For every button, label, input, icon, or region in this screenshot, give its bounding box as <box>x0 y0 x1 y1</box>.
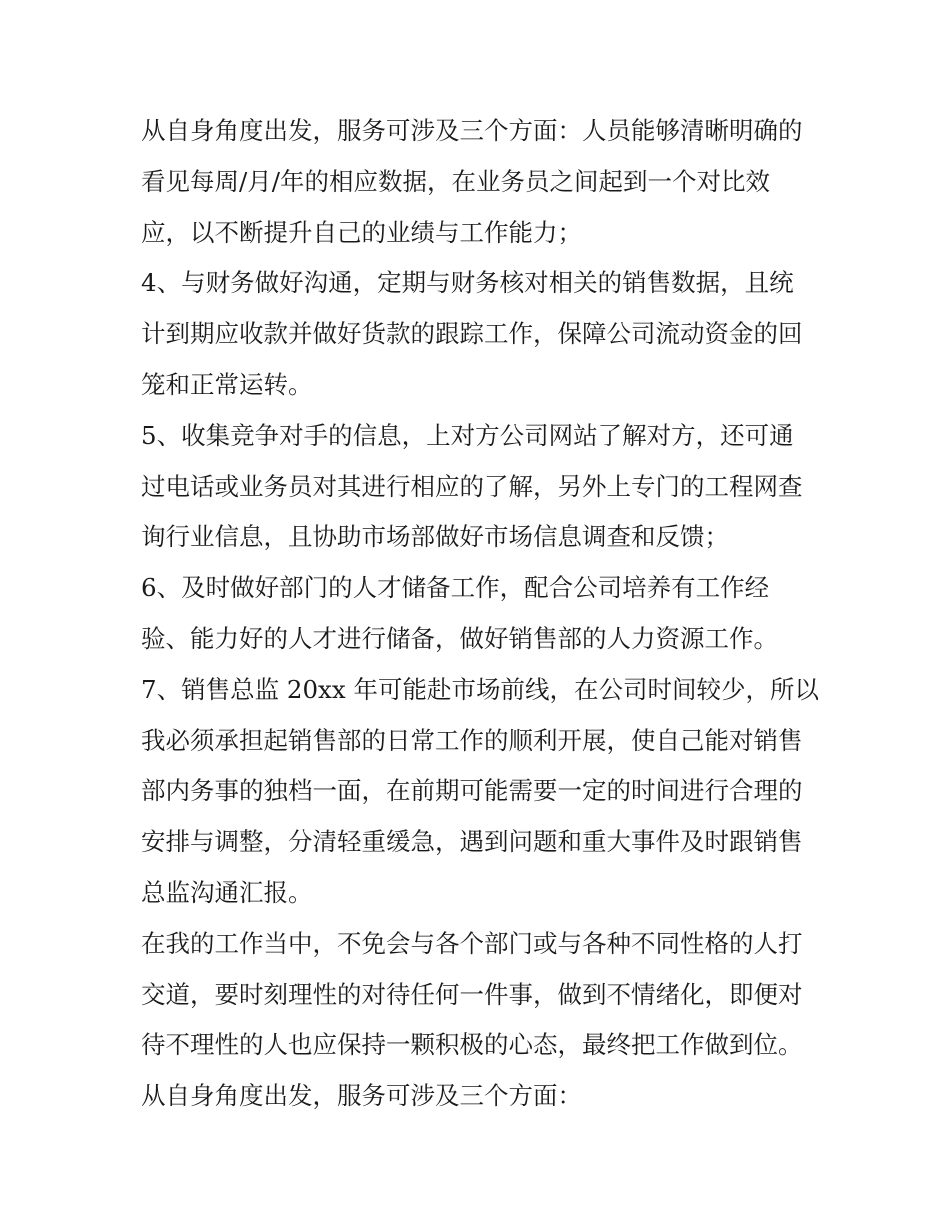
text-line: 交道，要时刻理性的对待任何一件事，做到不情绪化，即便对 <box>141 979 803 1009</box>
text-line: 安排与调整，分清轻重缓急，遇到问题和重大事件及时跟销售 <box>141 827 803 857</box>
paragraph-item-6 <box>141 563 821 665</box>
text-line: 笼和正常运转。 <box>141 369 313 399</box>
text-line: 待不理性的人也应保持一颗积极的心态，最终把工作做到位。 <box>141 1030 803 1060</box>
paragraph-work-attitude <box>141 919 821 1071</box>
text-line: 5、收集竞争对手的信息，上对方公司网站了解对方，还可通 <box>141 420 794 450</box>
text-line: 6、及时做好部门的人才储备工作，配合公司培养有工作经 <box>141 573 770 603</box>
text-line: 4、与财务做好沟通，定期与财务核对相关的销售数据，且统 <box>141 268 794 298</box>
text-line: 在我的工作当中，不免会与各个部门或与各种不同性格的人打 <box>141 928 803 958</box>
text-line: 验、能力好的人才进行储备，做好销售部的人力资源工作。 <box>141 623 778 653</box>
document-body <box>141 106 821 1122</box>
text-line: 总监沟通汇报。 <box>141 877 313 907</box>
paragraph-item-7 <box>141 665 821 919</box>
text-line: 应，以不断提升自己的业绩与工作能力； <box>141 217 582 247</box>
text-line: 部内务事的独档一面，在前期可能需要一定的时间进行合理的 <box>141 776 803 806</box>
text-line: 7、销售总监 20xx 年可能赴市场前线，在公司时间较少，所以 <box>141 674 819 704</box>
text-line: 从自身角度出发，服务可涉及三个方面： <box>141 1081 582 1111</box>
paragraph-item-4 <box>141 258 821 410</box>
text-line: 询行业信息，且协助市场部做好市场信息调查和反馈； <box>141 522 729 552</box>
text-line: 看见每周/月/年的相应数据，在业务员之间起到一个对比效 <box>141 166 771 196</box>
text-line: 计到期应收款并做好货款的跟踪工作，保障公司流动资金的回 <box>141 319 803 349</box>
paragraph-service-aspects <box>141 106 821 258</box>
text-line: 我必须承担起销售部的日常工作的顺利开展，使自己能对销售 <box>141 725 803 755</box>
text-line: 从自身角度出发，服务可涉及三个方面：人员能够清晰明确的 <box>141 116 803 145</box>
paragraph-service-aspects-repeat <box>141 1071 821 1122</box>
paragraph-item-5 <box>141 411 821 563</box>
text-line: 过电话或业务员对其进行相应的了解，另外上专门的工程网查 <box>141 471 803 501</box>
